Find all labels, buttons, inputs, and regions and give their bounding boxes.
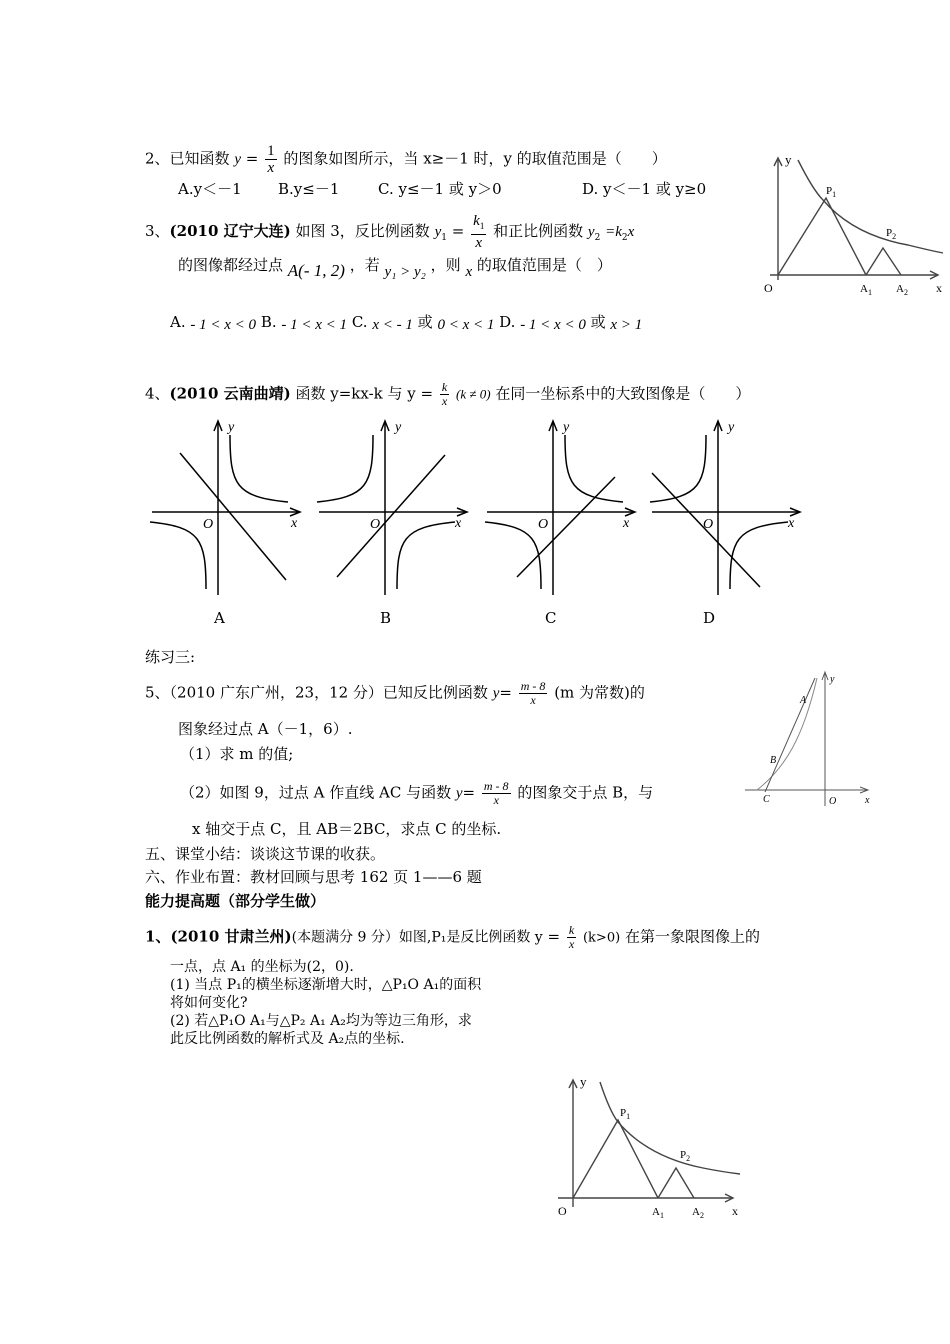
- q2-option-b: B.y≤－1: [278, 180, 340, 198]
- figure-p1p2-bottom: [548, 1072, 748, 1222]
- q2-eq: =: [245, 149, 259, 168]
- adv1-line3: (1) 当点 P₁的横坐标逐渐增大时，△P₁O A₁的面积: [170, 977, 482, 993]
- svg-text:O: O: [538, 517, 549, 532]
- q4-graph-b: [315, 415, 475, 600]
- q4-fraction: $\frac{k}{x}$: [441, 380, 448, 408]
- adv1-line1: 1、(2010 甘肃兰州)(本题满分 9 分）如图,P₁是反比例函数 y = $\frac{k}{x}$ (k>0) 在第一象限图像上的: [145, 923, 760, 951]
- q4-label-c: C: [545, 609, 557, 627]
- q3-source: (2010 辽宁大连): [169, 222, 291, 240]
- svg-text:x: x: [732, 1204, 738, 1218]
- practice3-heading: 练习三:: [145, 648, 196, 666]
- q4-graph-d: [648, 415, 808, 600]
- q5-line2: 图象经过点 A（－1，6）.: [178, 720, 353, 738]
- q5-sub1: （1）求 m 的值;: [180, 745, 294, 763]
- svg-text:O: O: [703, 517, 714, 532]
- q5-sub2: （2）如图 9，过点 A 作直线 AC 与函数 y= $\frac{m - 8}{x}$ 的图象交于点 B，与: [180, 779, 654, 807]
- svg-text:y: y: [580, 1074, 587, 1089]
- svg-text:x: x: [291, 516, 298, 531]
- fig-label-a2: $A_2$: [896, 283, 908, 297]
- svg-text:y: y: [395, 420, 402, 435]
- q5-fraction-2: $\frac{m - 8}{x}$: [483, 779, 509, 807]
- q2-fraction: $\frac{1}{x}$: [267, 143, 275, 176]
- svg-text:A2: $A_2$: [692, 1206, 704, 1220]
- homework-line: 六、作业布置：教材回顾与思考 162 页 1——6 题: [145, 868, 482, 886]
- adv1-fraction: $\frac{k}{x}$: [568, 923, 575, 951]
- adv1-line4: 将如何变化?: [170, 995, 248, 1011]
- svg-text:O: O: [829, 796, 837, 807]
- q4-graph-c: [483, 415, 643, 600]
- fig-label-o: O: [764, 281, 773, 295]
- q4-label-b: B: [380, 609, 392, 627]
- q2-prefix: 2、已知函数: [145, 149, 230, 168]
- svg-text:P1: $P_1$: [620, 1107, 631, 1121]
- fig-label-x: x: [936, 281, 942, 295]
- hyperbola-curve: [798, 160, 943, 253]
- q3-line2: 的图像都经过点 A(- 1, 2) ，若 y₁ > y₂ ，则 x 的取值范围是（ ）: [178, 256, 612, 280]
- svg-text:x: x: [623, 516, 630, 531]
- q5-figure: [745, 668, 880, 810]
- advanced-heading: 能力提高题（部分学生做）: [145, 892, 326, 910]
- q2-option-d: D. y＜－1 或 y≥0: [582, 180, 707, 198]
- svg-text:x: x: [788, 516, 795, 531]
- adv1-source: (2010 甘肃兰州): [170, 927, 292, 946]
- q2-line: [145, 143, 667, 176]
- svg-text:A1: $A_1$: [652, 1206, 664, 1220]
- q3-fraction: $\frac{k_1}{x}$: [473, 213, 485, 251]
- q4-label-d: D: [703, 609, 716, 627]
- q4-line: 4、(2010 云南曲靖) 函数 y=kx-k 与 y = $\frac{k}{x}$ (k ≠ 0) 在同一坐标系中的大致图像是（ ）: [145, 380, 751, 408]
- q4-graph-a: [148, 415, 308, 600]
- q4-label-a: A: [214, 609, 225, 627]
- q3-point: A(- 1, 2): [287, 261, 345, 280]
- svg-text:y: y: [830, 674, 835, 685]
- svg-text:C: C: [763, 794, 770, 805]
- svg-text:x: x: [865, 795, 870, 806]
- fig-label-p1: $P_1$: [826, 185, 837, 199]
- figure-p1p2-top: [758, 150, 948, 300]
- fig-label-p2: $P_2$: [886, 227, 897, 241]
- svg-text:x: x: [455, 516, 462, 531]
- q3-options: A. - 1 < x < 0 B. - 1 < x < 1 C. x < - 1 或 0 < x < 1 D. - 1 < x < 0 或 x > 1: [170, 313, 643, 333]
- fig-label-y: y: [785, 152, 792, 167]
- svg-text:A: A: [800, 695, 807, 706]
- q5-fraction: $\frac{m - 8}{x}$: [520, 679, 546, 707]
- q3-line1: 3、(2010 辽宁大连) 如图 3，反比例函数 $y_1$ = $\frac{k_1}{x}$ 和正比例函数 $y_2 =k_2x$: [145, 213, 635, 251]
- svg-text:O: O: [558, 1204, 567, 1218]
- summary-line: 五、课堂小结：谈谈这节课的收获。: [145, 845, 386, 863]
- q2-suffix: 的图象如图所示，当 x≥－1 时，y 的取值范围是（ ）: [283, 149, 667, 168]
- svg-text:B: B: [770, 755, 777, 766]
- svg-text:O: O: [203, 517, 214, 532]
- q5-line4: x 轴交于点 C，且 AB＝2BC，求点 C 的坐标.: [192, 820, 502, 838]
- svg-text:O: O: [370, 517, 381, 532]
- fig-label-a1: $A_1$: [860, 283, 872, 297]
- triangle-p2: [866, 248, 901, 275]
- adv1-line2: 一点，点 A₁ 的坐标为(2，0).: [170, 959, 354, 975]
- adv1-line6: 此反比例函数的解析式及 A₂点的坐标.: [170, 1031, 405, 1047]
- q2-y: y: [234, 151, 241, 168]
- adv1-line5: (2) 若△P₁O A₁与△P₂ A₁ A₂均为等边三角形，求: [170, 1013, 472, 1029]
- svg-text:P2: $P_2$: [680, 1149, 691, 1163]
- q2-option-a: A.y＜－1: [178, 180, 242, 198]
- q4-source: (2010 云南曲靖): [169, 384, 291, 403]
- triangle-p1: [778, 198, 866, 275]
- svg-text:y: y: [563, 420, 570, 435]
- q5-line1: 5、（2010 广东广州，23，12 分）已知反比例函数 y= $\frac{m - 8}{x}$ (m 为常数)的: [145, 679, 645, 707]
- q2-option-c: C. y≤－1 或 y＞0: [378, 180, 502, 198]
- svg-text:y: y: [728, 420, 735, 435]
- svg-text:y: y: [228, 420, 235, 435]
